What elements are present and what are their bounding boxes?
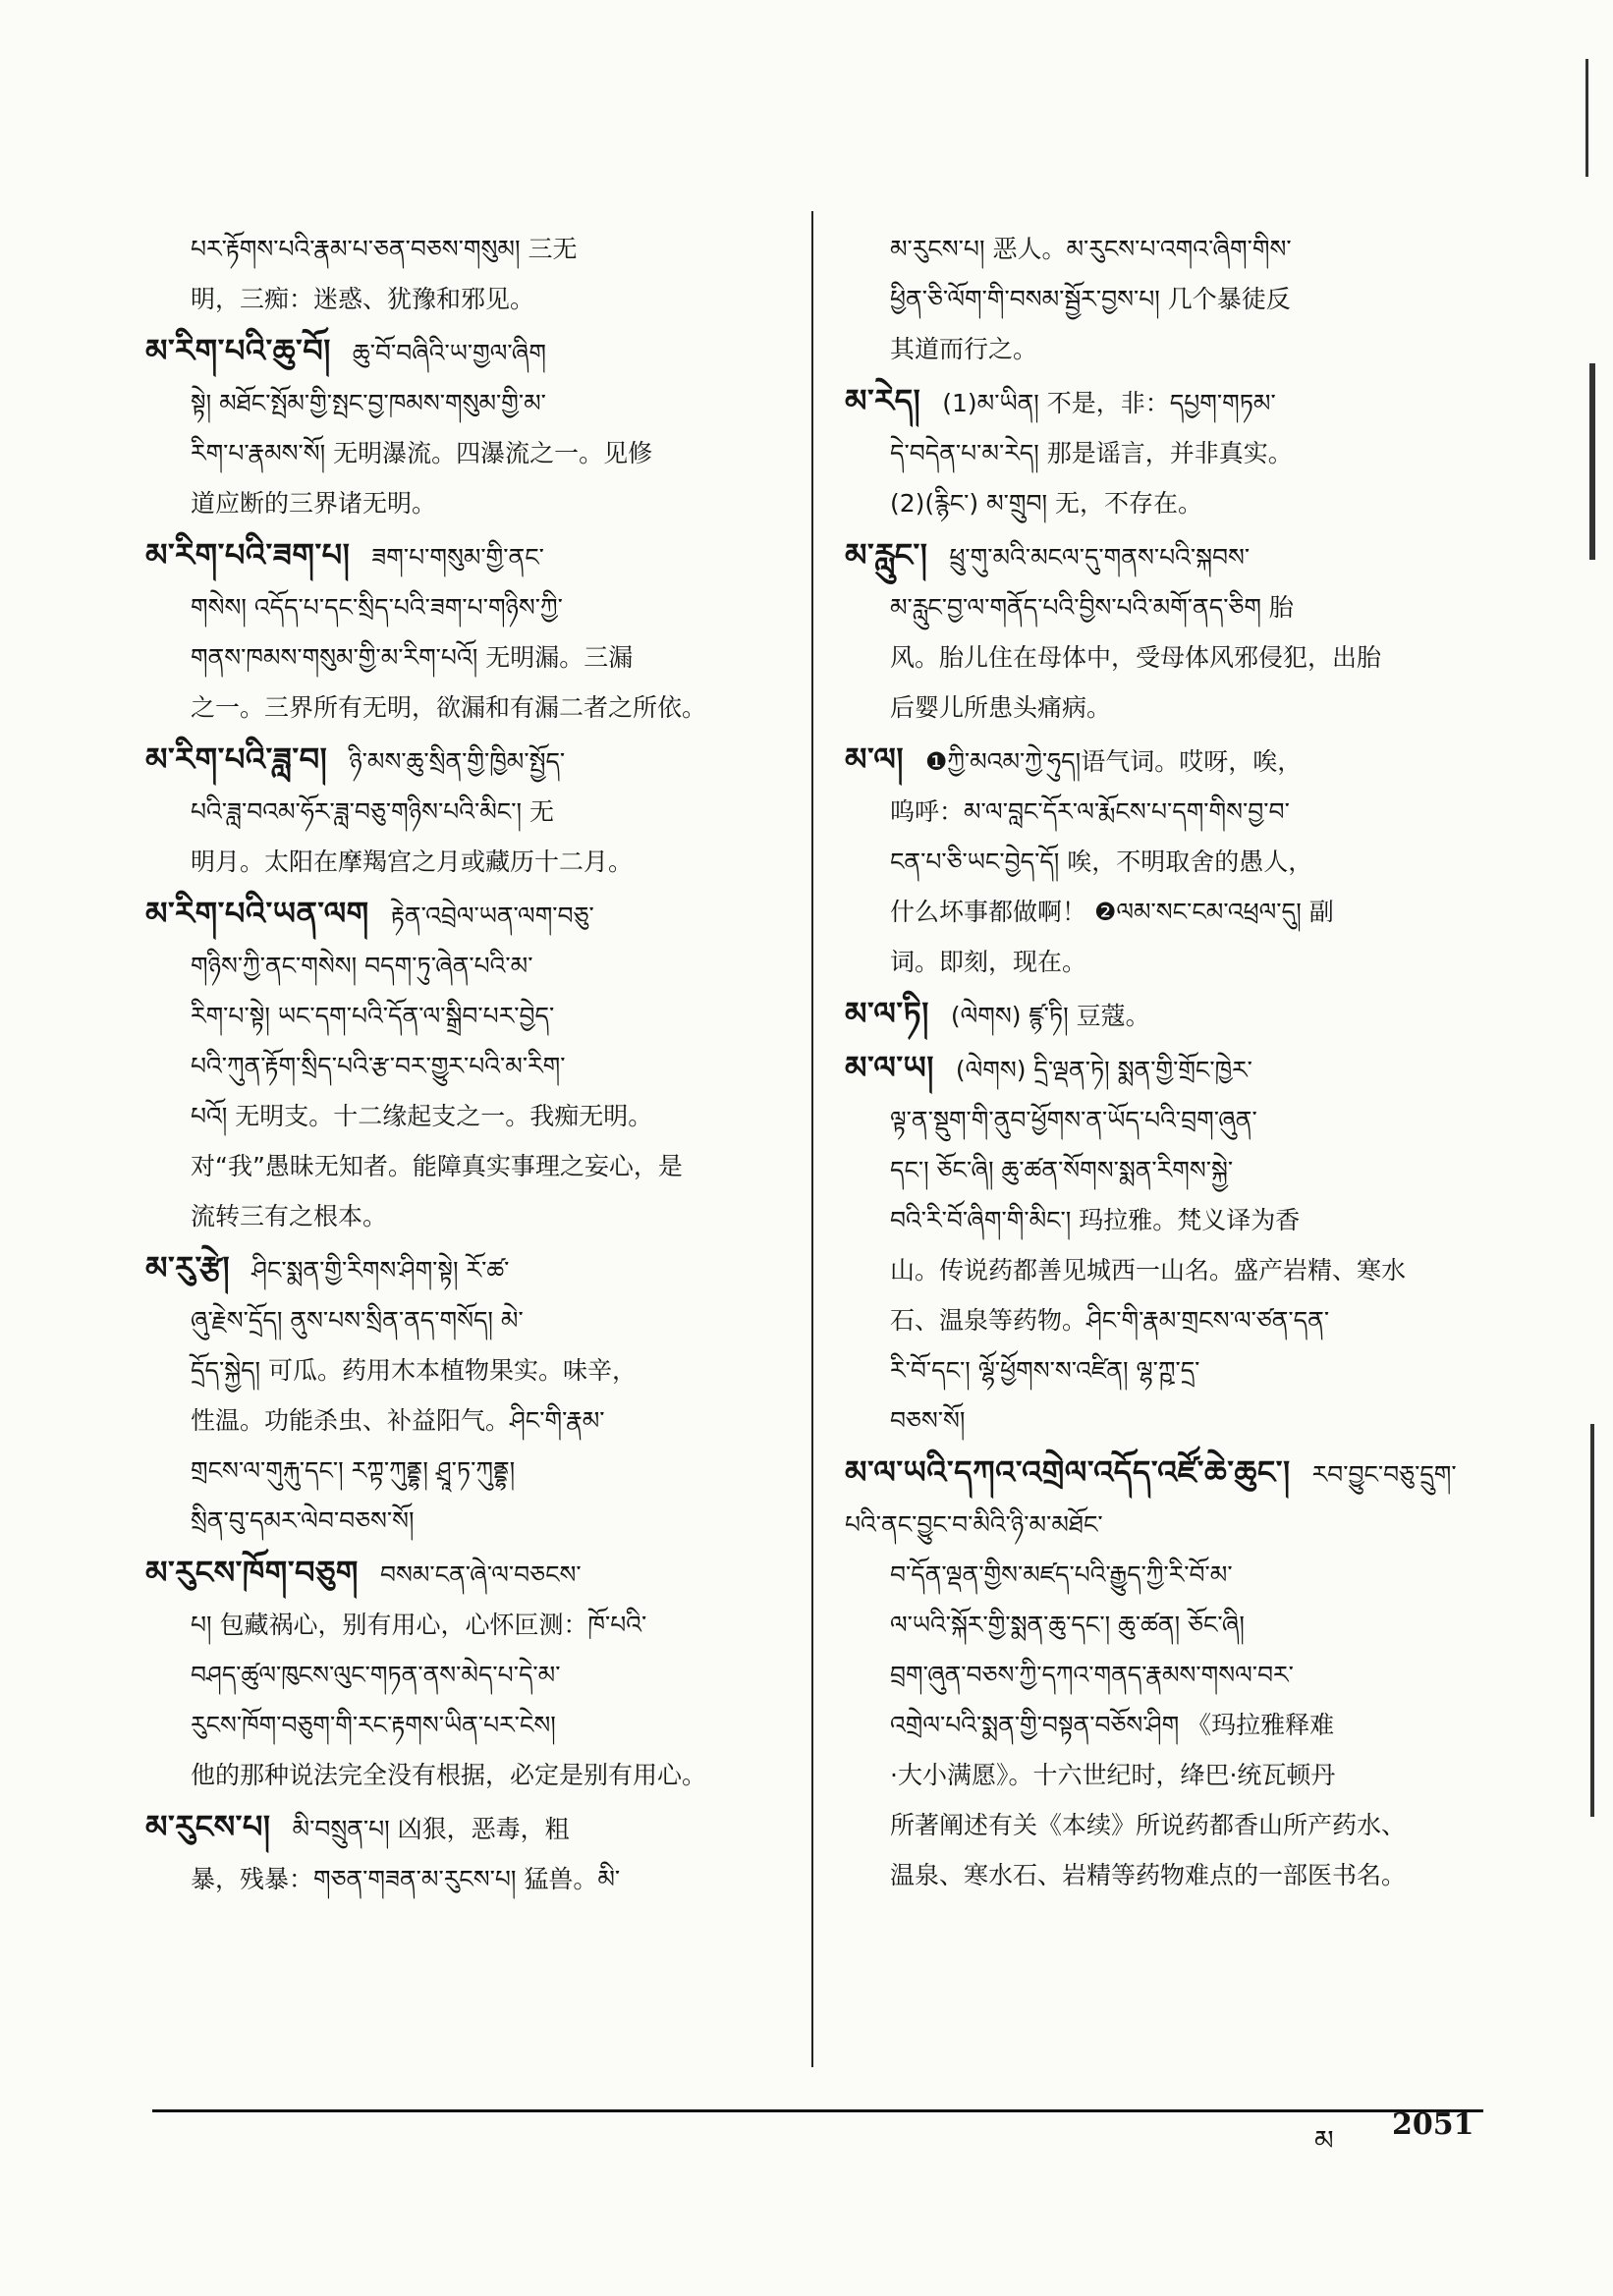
entry-line: 温泉、寒水石、岩精等药物难点的一部医书名。 — [890, 1861, 1407, 1889]
entry-line: 后婴儿所患头痛病。 — [890, 693, 1112, 722]
entry-headword: མ་ལ་ཏི། — [845, 995, 929, 1032]
entry-line: པའི་ཟླ་བའམ་ཧོར་ཟླ་བཅུ་གཉིས་པའི་མིང་། 无 — [191, 797, 554, 826]
entry-line: ལ་ཡའི་སྐོར་གྱི་སྨན་ཆུ་དང་། ཆུ་ཚན། ཅོང་ཞི། — [890, 1611, 1245, 1639]
section-letter: མ — [1314, 2124, 1334, 2157]
entry-headword: མ་རིག་པའི་ཡན་ལག — [145, 895, 369, 932]
edge-mark — [1589, 363, 1595, 560]
entry-line: རི་བོ་དང་། ལྷོ་ཕྱོགས་ས་འཛིན། ལྷ་ཀྵ་དྲ་ — [890, 1356, 1200, 1385]
entry-line: 呜呼：མ་ལ་བླང་དོར་ལ་རྨོངས་པ་དག་གིས་བྱ་བ་ — [890, 797, 1290, 826]
dictionary-entry — [145, 1243, 789, 1546]
entry-line: ཕྱིན་ཅི་ལོག་གི་བསམ་སྦྱོར་བྱས་པ། 几个暴徒反 — [890, 285, 1291, 313]
entry-first-line: རབ་བྱུང་བཅུ་དྲུག་པའི་ནང་བྱུང་བ་མིའི་ཉི་མ་མཐོང་ — [845, 1460, 1457, 1539]
entry-line: གནས་ཁམས་གསུམ་གྱི་མ་རིག་པའོ། 无明漏。三漏 — [191, 643, 634, 672]
entry-line: རིག་པ་སྟེ། ཡང་དག་པའི་དོན་ལ་སྒྲིབ་པར་བྱེད་ — [191, 1002, 555, 1030]
entry-first-line: ཕྲུ་གུ་མའི་མངལ་དུ་གནས་པའི་སྐབས་ — [949, 543, 1251, 572]
entry-headword: མ་རུ་རྩེ། — [145, 1249, 231, 1286]
entry-first-line: (ལེགས) དྲི་ལྡན་ཏེ། སྨན་གྱི་གྲོང་ཁྱེར་ — [955, 1056, 1252, 1084]
entry-line: སྟེ། མཐོང་སྤོམ་གྱི་སྤང་བྱ་ཁམས་གསུམ་གྱི་མ་ — [191, 389, 546, 417]
entry-line: ངན་པ་ཅི་ཡང་བྱེད་དོ། 唉，不明取舍的愚人， — [890, 847, 1313, 876]
entry-line: རུངས་ཁོག་བཅུག་གི་རང་རྟགས་ཡིན་པར་ངེས། — [191, 1711, 556, 1739]
entry-first-line: (ལེགས) ཛྙ་ཏི། 豆蔻。 — [950, 1002, 1150, 1030]
entry-headword: མ་རེད། — [845, 382, 921, 419]
entry-line: 他的那种说法完全没有根据，必定是别有用心。 — [191, 1761, 707, 1789]
right-column — [845, 224, 1483, 1902]
entry-line: བའི་རི་བོ་ཞིག་གི་མིང་། 玛拉雅。梵义译为香 — [890, 1206, 1301, 1234]
entry-line: གྲངས་ལ་གུརྐུ་དང་། རཀྟ་ཀུནྡྷ། ཤྲཱ་ཏ་ཀུནྡྷ། — [191, 1456, 516, 1485]
entry-line: ·大小满愿》。十六世纪时，绛巴·统瓦顿丹 — [890, 1761, 1336, 1789]
entry-line: (2)(རྙིང་) མ་གྲུབ། 无，不存在。 — [890, 489, 1203, 518]
footer-rule — [152, 2109, 1483, 2112]
entry-line: 石、温泉等药物。ཤིང་གི་རྣམ་གྲངས་ལ་ཙན་དན་ — [890, 1306, 1330, 1335]
entry-line: 对“我”愚昧无知者。能障真实事理之妄心，是 — [191, 1152, 683, 1180]
dictionary-entry — [845, 1043, 1483, 1446]
entry-line: དང་། ཅོང་ཞི། ཆུ་ཚན་སོགས་སྨན་རིགས་སྐྱེ་ — [890, 1156, 1234, 1184]
edge-mark — [1590, 1424, 1594, 1817]
entry-first-line: ཆུ་བོ་བཞིའི་ཡ་གྱལ་ཞིག — [352, 339, 546, 367]
entry-line: ཞུ་རྗེས་དྲོད། ནུས་པས་སྲིན་ནད་གསོད། མེ་ — [191, 1306, 524, 1335]
entry-line: 之一。三界所有无明，欲漏和有漏二者之所依。 — [191, 693, 707, 722]
entry-line: པའི་ཀུན་རྟོག་སྲིད་པའི་རྩ་བར་གྱུར་པའི་མ་རིག་ — [191, 1052, 566, 1080]
dictionary-entry — [145, 224, 789, 324]
entry-line: མ་རླུང་བྱ་ལ་གནོད་པའི་བྱིས་པའི་མགོ་ནད་ཅིག 胎 — [890, 593, 1294, 622]
entry-line: བཅས་སོ། — [890, 1406, 966, 1435]
entry-line: གསེས། འདོད་པ་དང་སྲིད་པའི་ཟག་པ་གཉིས་ཀྱི་ — [191, 593, 563, 622]
entry-line: བ་དོན་ལྡན་གྱིས་མཛད་པའི་རྒྱུད་ཀྱི་རི་བོ་མ་ — [890, 1560, 1233, 1589]
entry-line: བཤད་ཚུལ་ཁུངས་ལུང་གཏན་ནས་མེད་པ་དེ་མ་ — [191, 1661, 561, 1689]
entry-headword: མ་རིག་པའི་ཟག་པ། — [145, 536, 351, 574]
entry-line: 道应断的三界诸无明。 — [191, 489, 437, 518]
entry-line: 明月。太阳在摩羯宫之月或藏历十二月。 — [191, 847, 634, 876]
entry-line: 暴，残暴：གཅན་གཟན་མ་རུངས་པ། 猛兽。མི་ — [191, 1865, 621, 1893]
dictionary-entry — [145, 1802, 789, 1904]
entry-line: དེ་བདེན་པ་མ་རེད། 那是谣言，并非真实。 — [890, 439, 1293, 467]
entry-line: མ་རུངས་པ། 恶人。མ་རུངས་པ་འགའ་ཞིག་གིས་ — [890, 235, 1292, 263]
entry-line: 词。即刻，现在。 — [890, 948, 1087, 976]
entry-line: 什么坏事都做啊！ ❷ལམ་སང་ངམ་འཕྲལ་དུ། 副 — [890, 898, 1334, 926]
left-column — [145, 224, 789, 1906]
entry-first-line: ཟག་པ་གསུམ་གྱི་ནང་ — [371, 543, 544, 572]
entry-first-line: རྟེན་འབྲེལ་ཡན་ལག་བཅུ་ — [390, 902, 594, 930]
entry-line: པའོ། 无明支。十二缘起支之一。我痴无明。 — [191, 1102, 653, 1130]
entry-first-line: ❶ཀྱི་མའམ་ཀྱེ་ཧུད།语气词。哎呀，唉， — [924, 747, 1303, 776]
entry-line: 流转三有之根本。 — [191, 1202, 388, 1230]
entry-headword: མ་ལ་ཡའི་དཀའ་འགྲེལ་འདོད་འཛོ་ཆེ་ཆུང་། — [845, 1453, 1291, 1491]
dictionary-entry — [145, 1548, 789, 1800]
entry-line: གཉིས་ཀྱི་ནང་གསེས། བདག་ཏུ་ཞེན་པའི་མ་ — [191, 952, 533, 980]
dictionary-entry — [145, 530, 789, 733]
entry-headword: མ་རིག་པའི་ཟླ་བ། — [145, 740, 328, 778]
column-divider — [811, 211, 813, 2067]
entry-line: སྲིན་བུ་དམར་ལེབ་བཅས་སོ། — [191, 1506, 415, 1535]
entry-line: 所著阐述有关《本续》所说药都香山所产药水、 — [890, 1811, 1407, 1839]
entry-first-line: (1)མ་ཡིན། 不是，非：དཔྱག་གཏམ་ — [942, 389, 1276, 417]
entry-line: 明，三痴：迷惑、犹豫和邪见。 — [191, 285, 535, 313]
entry-line: རིག་པ་རྣམས་སོ། 无明瀑流。四瀑流之一。见修 — [191, 439, 653, 467]
entry-line: པ། 包藏祸心，别有用心，心怀叵测：ཁོ་པའི་ — [191, 1611, 647, 1639]
dictionary-entry — [845, 224, 1483, 374]
page-number: 2051 — [1392, 2107, 1474, 2142]
entry-headword: མ་རླུང་། — [845, 536, 928, 574]
dictionary-entry — [145, 326, 789, 528]
dictionary-entry — [145, 889, 789, 1241]
entry-headword: མ་རུངས་པ། — [145, 1808, 271, 1845]
entry-first-line: ཉི་མས་ཆུ་སྲིན་གྱི་ཁྱིམ་སྤྱོད་ — [349, 747, 566, 776]
edge-mark — [1585, 59, 1588, 177]
entry-headword: མ་ལ་ཡ། — [845, 1049, 934, 1086]
entry-line: 风。胎儿住在母体中，受母体风邪侵犯，出胎 — [890, 643, 1382, 672]
entry-line: བྲག་ཞུན་བཅས་ཀྱི་དཀའ་གནད་རྣམས་གསལ་བར་ — [890, 1661, 1294, 1689]
entry-headword: མ་ལ། — [845, 740, 904, 778]
entry-line: ལྟ་ན་སྡུག་གི་ནུབ་ཕྱོགས་ན་ཡོད་པའི་བྲག་ཞུན་ — [890, 1106, 1257, 1134]
dictionary-entry — [845, 989, 1483, 1041]
entry-line: འགྲེལ་པའི་སྨན་གྱི་བསྟན་བཅོས་ཤིག 《玛拉雅释难 — [890, 1711, 1335, 1739]
entry-first-line: བསམ་ངན་ཞེ་ལ་བཅངས་ — [379, 1560, 582, 1589]
entry-first-line: མི་བསྲུན་པ། 凶狠，恶毒，粗 — [292, 1815, 570, 1843]
entry-line: 性温。功能杀虫、补益阳气。ཤིང་གི་རྣམ་ — [191, 1406, 605, 1435]
dictionary-entry — [145, 735, 789, 887]
entry-line: པར་རྟོགས་པའི་རྣམ་པ་ཅན་བཅས་གསུམ། 三无 — [191, 235, 578, 263]
entry-headword: མ་རུངས་ཁོག་བཅུག — [145, 1554, 359, 1591]
dictionary-entry — [845, 1448, 1483, 1900]
entry-line: དྲོད་སྐྱེད། 可瓜。药用木本植物果实。味辛， — [191, 1356, 638, 1385]
entry-line: 山。传说药都善见城西一山名。盛产岩精、寒水 — [890, 1256, 1407, 1285]
dictionary-entry — [845, 376, 1483, 528]
dictionary-entry — [845, 530, 1483, 733]
entry-first-line: ཤིང་སྨན་གྱི་རིགས་ཤིག་སྟེ། རོ་ཚ་ — [251, 1256, 510, 1285]
entry-line: 其道而行之。 — [890, 335, 1038, 363]
dictionary-entry — [845, 735, 1483, 987]
entry-headword: མ་རིག་པའི་ཆུ་བོ། — [145, 332, 331, 369]
